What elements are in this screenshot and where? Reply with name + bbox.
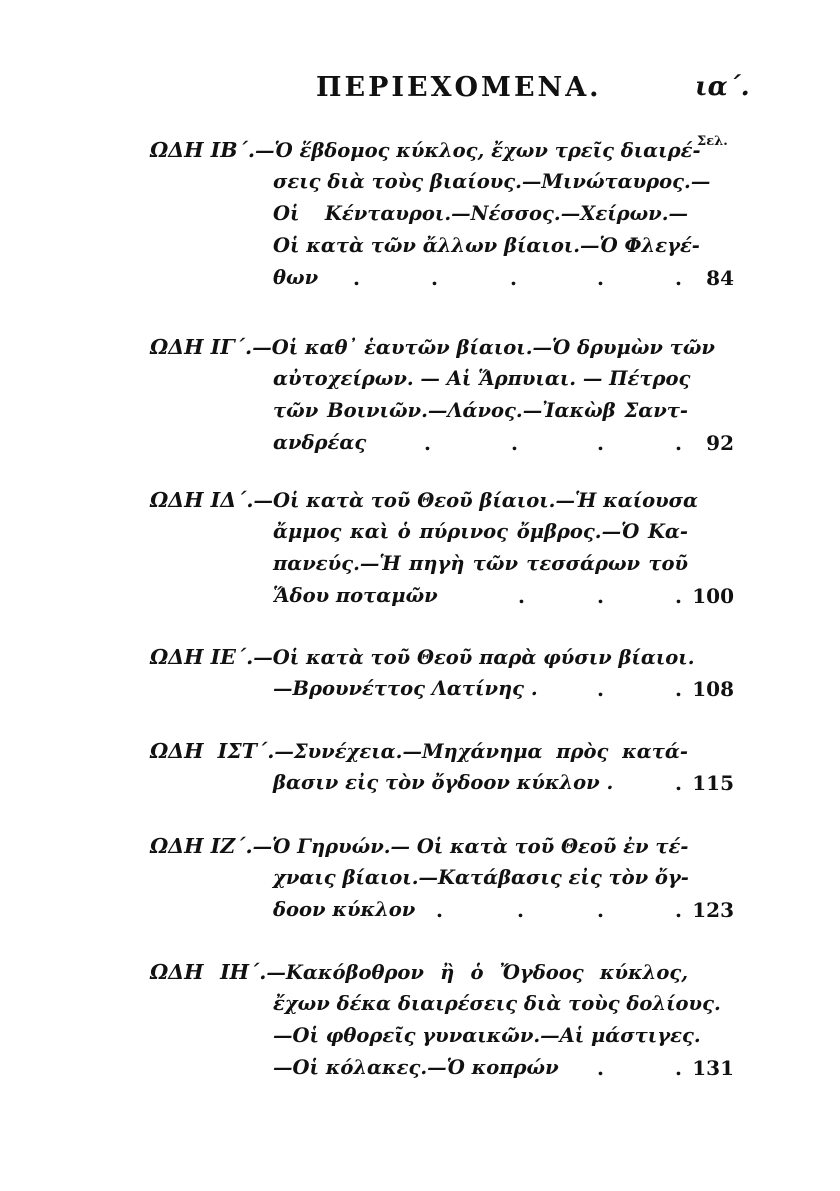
toc-line — [150, 643, 695, 672]
ode-label: ΩΔΗ ΙΓ΄. — [150, 335, 253, 359]
toc-line — [150, 333, 715, 362]
toc-line: δοον κύκλον — [273, 898, 416, 921]
toc-line: πανεύς.—Ἡ πηγὴ τῶν τεσσάρων τοῦ — [273, 552, 688, 575]
entry-text: —Οἱ καθ᾿ ἑαυτῶν βίαιοι.—Ὁ δρυμὼν τῶν — [252, 336, 715, 359]
entry-text: —Συνέχεια.—Μηχάνημα πρὸς κατά- — [274, 740, 688, 763]
toc-line — [150, 832, 688, 861]
toc-line: Οἱ Κένταυροι.—Νέσσος.—Χείρων.— — [273, 202, 688, 225]
ode-label: ΩΔΗ ΙΒ΄. — [150, 138, 255, 162]
entry-text: —Ὁ Γηρυών.— Οἱ κατὰ τοῦ Θεοῦ ἐν τέ- — [252, 835, 689, 858]
entry-page-number: 123 — [692, 898, 734, 922]
entry-text: —Ὁ ἕβδομος κύκλος, ἔχων τρεῖς διαιρέ- — [254, 139, 701, 162]
toc-line: ἔχων δέκα διαιρέσεις διὰ τοὺς δολίους. — [273, 992, 721, 1015]
toc-line: —Βρουνέττος Λατίνης . — [273, 677, 538, 700]
ode-label: ΩΔΗ ΙΣΤ΄. — [150, 739, 275, 763]
toc-line: Ἅδου ποταμῶν — [273, 584, 438, 607]
toc-line: βασιν εἰς τὸν ὄγδοον κύκλον . — [273, 771, 614, 794]
toc-line: σεις διὰ τοὺς βιαίους.—Μινώταυρος.— — [273, 170, 711, 193]
toc-line: θων — [273, 266, 319, 289]
toc-line — [150, 136, 701, 165]
entry-page-number: 108 — [692, 677, 734, 701]
entry-page-number: 100 — [692, 584, 734, 608]
toc-line: ἄμμος καὶ ὁ πύρινος ὄμβρος.—Ὁ Κα- — [273, 520, 688, 543]
toc-line — [150, 958, 688, 987]
toc-line: —Οἱ φθορεῖς γυναικῶν.—Αἱ μάστιγες. — [273, 1024, 701, 1047]
toc-line — [150, 486, 699, 515]
header-page-number: ια΄. — [695, 72, 750, 102]
entry-page-number: 84 — [706, 266, 734, 290]
entry-page-number: 131 — [692, 1056, 734, 1080]
entry-text: —Οἱ κατὰ τοῦ Θεοῦ βίαιοι.—Ἡ καίουσα — [253, 489, 699, 512]
entry-text: —Κακόβοθρον ἢ ὁ Ὄγδοος κύκλος, — [266, 961, 688, 984]
ode-label: ΩΔΗ ΙΖ΄. — [150, 834, 253, 858]
toc-line: χναις βίαιοι.—Κατάβασις εἰς τὸν ὄγ- — [273, 866, 689, 889]
toc-line: αὐτοχείρων. — Αἱ Ἅρπυιαι. — Πέτρος — [273, 367, 691, 390]
ode-label: ΩΔΗ ΙΕ΄. — [150, 645, 254, 669]
ode-label: ΩΔΗ ΙΔ΄. — [150, 488, 254, 512]
toc-line — [150, 737, 688, 766]
ode-label: ΩΔΗ ΙΗ΄. — [150, 960, 267, 984]
book-page: ΠΕΡΙΕΧΟΜΕΝΑ. ια΄. Σελ. ΩΔΗ ΙΒ΄.—Ὁ ἕβδομος κύκλος, ἔχων τρεῖς διαιρέ- σεις διὰ τοὺς βιαίους.—Μινώταυρος.— Οἱ Κένταυροι.—Νέσσος.—Χείρων.— Οἱ κατὰ τῶν ἄλλων βίαιοι.—Ὁ Φλεγέ- θων . . . . . 84 ΩΔΗ ΙΓ΄.—Οἱ καθ᾿ ἑαυτῶν βίαιοι.—Ὁ δρυμὼν τῶν αὐτοχείρων. — Αἱ Ἅρπυιαι. — Πέτρος τῶν Βοινιῶν.—Λάνος.—Ἰακὼβ Σαντ- ανδρέας . . . . 92 ΩΔΗ ΙΔ΄.—Οἱ κατὰ τοῦ Θεοῦ βίαιοι.—Ἡ καίουσα ἄμμος καὶ ὁ πύρινος ὄμβρος.—Ὁ Κα- πανεύς.—Ἡ πηγὴ τῶν τεσσάρων τοῦ Ἅδου ποταμῶν . . . 100 ΩΔΗ ΙΕ΄.—Οἱ κατὰ τοῦ Θεοῦ παρὰ φύσιν βίαιοι. —Βρουνέττος Λατίνης . . . 108 ΩΔΗ ΙΣΤ΄.—Συνέχεια.—Μηχάνημα πρὸς κατά- βασιν εἰς τὸν ὄγδοον κύκλον . . 115 ΩΔΗ ΙΖ΄.—Ὁ Γηρυών.— Οἱ κατὰ τοῦ Θεοῦ ἐν τέ- χναις βίαιοι.—Κατάβασις εἰς τὸν ὄγ- δοον κύκλον . . . . 123 ΩΔΗ ΙΗ΄.—Κακόβοθρον ἢ ὁ Ὄγδοος κύκλος, ἔχων δέκα διαιρέσεις διὰ τοὺς δολίους. —Οἱ φθορεῖς γυναικῶν.—Αἱ μάστιγες. —Οἱ κόλακες.—Ὁ κοπρών . . 131 — [0, 0, 840, 1191]
entry-page-number: 115 — [692, 771, 734, 795]
toc-line: —Οἱ κόλακες.—Ὁ κοπρών — [273, 1056, 559, 1079]
toc-line: ανδρέας — [273, 431, 367, 454]
page-title: ΠΕΡΙΕΧΟΜΕΝΑ. — [316, 72, 602, 103]
entry-text: —Οἱ κατὰ τοῦ Θεοῦ παρὰ φύσιν βίαιοι. — [253, 646, 695, 669]
page-column-label: Σελ. — [697, 134, 728, 149]
page-header — [0, 72, 840, 108]
toc-line: τῶν Βοινιῶν.—Λάνος.—Ἰακὼβ Σαντ- — [273, 399, 688, 422]
entry-page-number: 92 — [706, 431, 734, 455]
toc-line: Οἱ κατὰ τῶν ἄλλων βίαιοι.—Ὁ Φλεγέ- — [273, 234, 700, 257]
